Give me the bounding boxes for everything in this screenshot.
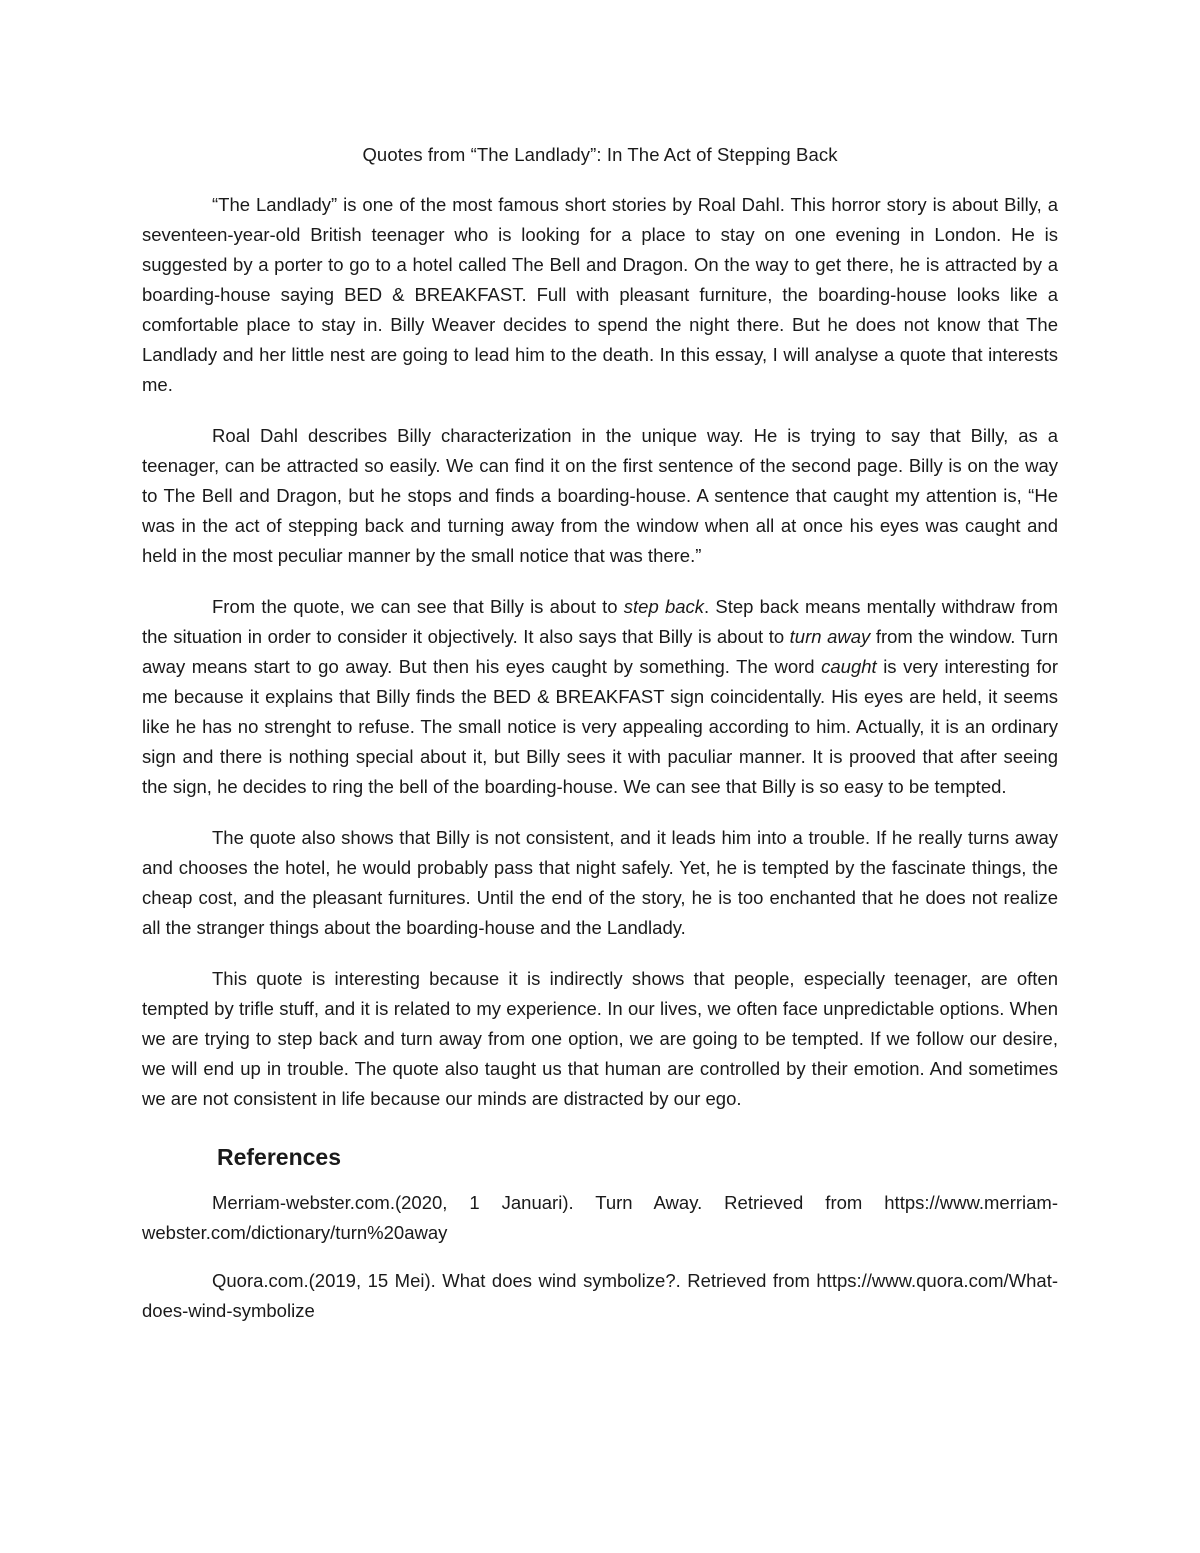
paragraph-conclusion: This quote is interesting because it is indirectly shows that people, especially teenager, are often tempted by trifle stuff, and it is related to my experience. In our lives, we often face unpredictable options. When we are trying to step back and turn away from one option, we are going to be tempted. If we follow our desire, we will end up in trouble. The quote also taught us that human are controlled by their emotion. And sometimes we are not consistent in life because our minds are distracted by our ego. <box>142 968 1058 1109</box>
paragraph-characterization: Roal Dahl describes Billy characterization in the unique way. He is trying to say that Billy, as a teenager, can be attracted so easily. We can find it on the first sentence of the second page. Billy is on the way to The Bell and Dragon, but he stops and finds a boarding-house. A sentence that caught my attention is, “He was in the act of stepping back and turning away from the window when all at once his eyes was caught and held in the most peculiar manner by the small notice that was there.” <box>142 425 1058 566</box>
paragraph-quote-analysis <box>142 592 1058 802</box>
emphasis-step-back: step back <box>623 596 705 617</box>
emphasis-turn-away: turn away <box>789 626 871 647</box>
paragraph-text: from the window. Turn away means start to go away. But then his eyes caught by something. The word <box>142 626 1058 677</box>
paragraph-text: is very interesting for me because it explains that Billy finds the BED & BREAKFAST sign coincidentally. His eyes are held, it seems like he has no strenght to refuse. The small notice is very appealing according to him. Actually, it is an ordinary sign and there is nothing special about it, but Billy sees it with paculiar manner. It is prooved that after seeing the sign, he decides to ring the bell of the boarding-house. We can see that Billy is so easy to be tempted. <box>142 656 1058 797</box>
references-heading: References <box>217 1144 342 1170</box>
paragraph-intro: “The Landlady” is one of the most famous short stories by Roal Dahl. This horror story is about Billy, a seventeen-year-old British teenager who is looking for a place to stay on one evening in London. He is suggested by a porter to go to a hotel called The Bell and Dragon. On the way to get there, he is attracted by a boarding-house saying BED & BREAKFAST. Full with pleasant furniture, the boarding-house looks like a comfortable place to stay in. Billy Weaver decides to spend the night there. But he does not know that The Landlady and her little nest are going to lead him to the death. In this essay, I will analyse a quote that interests me. <box>142 194 1058 395</box>
reference-item: Quora.com.(2019, 15 Mei). What does wind symbolize?. Retrieved from https://www.quora.com/What-does-wind-symbolize <box>142 1270 1058 1321</box>
paragraph-text: From the quote, we can see that Billy is about to <box>212 596 624 617</box>
paragraph-text: . Step back means mentally withdraw from the situation in order to consider it objectively. It also says that Billy is about to <box>142 596 1058 647</box>
document-title: Quotes from “The Landlady”: In The Act of Stepping Back <box>362 144 838 165</box>
reference-item: Merriam-webster.com.(2020, 1 Januari). Turn Away. Retrieved from https://www.merriam-webster.com/dictionary/turn%20away <box>142 1192 1058 1243</box>
paragraph-consistency: The quote also shows that Billy is not consistent, and it leads him into a trouble. If he really turns away and chooses the hotel, he would probably pass that night safely. Yet, he is tempted by the fascinate things, the cheap cost, and the pleasant furnitures. Until the end of the story, he is too enchanted that he does not realize all the stranger things about the boarding-house and the Landlady. <box>142 827 1058 938</box>
document-page <box>142 140 1058 1344</box>
emphasis-caught: caught <box>821 656 877 677</box>
